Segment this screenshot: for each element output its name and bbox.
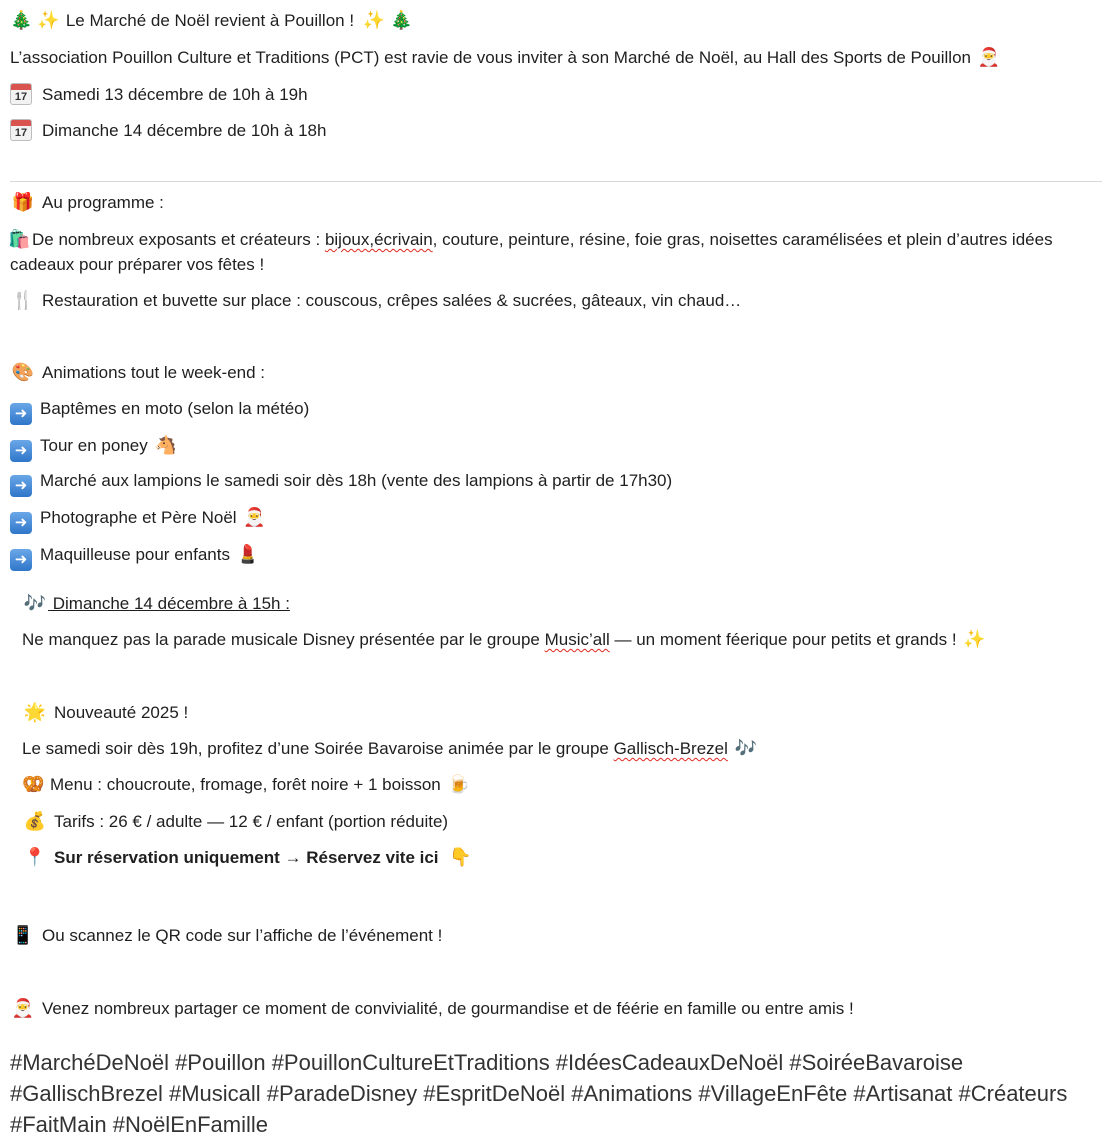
right-arrow-icon: ➜ xyxy=(10,475,32,497)
animations-heading-text: Animations tout le week-end : xyxy=(42,363,266,382)
date-saturday-text: Samedi 13 décembre de 10h à 19h xyxy=(42,85,308,104)
animation-item xyxy=(10,434,178,462)
shopping-bags-icon: 🛍️ xyxy=(8,229,31,249)
reservation-text: Sur réservation uniquement → Réservez vite ici xyxy=(54,848,439,867)
calendar-icon-day: 17 xyxy=(14,91,28,103)
section-divider xyxy=(10,181,1102,182)
sparkles-christmas-tree-icon: ✨ 🎄 xyxy=(362,10,413,30)
post-title-text: Le Marché de Noël revient à Pouillon ! xyxy=(65,11,355,30)
calendar-icon-day: 17 xyxy=(14,127,28,139)
exposants-text-after: , couture, peinture, résine, foie gras, noisettes caramélisées et plein d’autres idées cadeaux pour préparer vos fêtes ! xyxy=(10,230,1053,274)
reservation-line xyxy=(22,846,473,869)
parade-heading-text: Dimanche 14 décembre à 15h : xyxy=(48,594,290,613)
intro-line xyxy=(10,46,1001,69)
right-arrow-icon: ➜ xyxy=(10,440,32,462)
gift-icon: 🎁 xyxy=(11,192,35,212)
intro-text: L’association Pouillon Culture et Traditions (PCT) est ravie de vous inviter à son Marché de Noël, au Hall des Sports de Pouillon xyxy=(10,48,971,67)
post-title xyxy=(10,9,413,32)
calendar-icon xyxy=(10,119,32,141)
pretzel-icon: 🥨 xyxy=(22,774,45,794)
nouveaute-heading xyxy=(22,701,188,724)
date-sunday-text: Dimanche 14 décembre de 10h à 18h xyxy=(42,121,327,140)
hashtags[interactable]: #MarchéDeNoël #Pouillon #PouillonCultureEtTraditions #IdéesCadeauxDeNoël #SoiréeBavaroise #GallischBrezel #Musicall #ParadeDisney #EspritDeNoël #Animations #VillageEnFête #Artisanat #Créateurs #FaitMain #NoëlEnFamille xyxy=(10,1050,1068,1137)
parade-text-before: Ne manquez pas la parade musicale Disney présentée par le groupe xyxy=(22,630,545,649)
parade-text-after: — un moment féerique pour petits et grands ! xyxy=(609,630,957,649)
closing-line xyxy=(10,997,854,1020)
right-arrow-icon: ➜ xyxy=(10,549,32,571)
animation-item-text: Baptêmes en moto (selon la météo) xyxy=(40,399,310,418)
menu-line xyxy=(22,773,471,796)
animation-item xyxy=(10,470,672,497)
exposants-paragraph xyxy=(10,227,1105,277)
menu-text: Menu : choucroute, fromage, forêt noire + 1 boisson xyxy=(50,775,441,794)
santa-icon: 🎅 xyxy=(11,998,35,1018)
parade-heading xyxy=(22,592,290,615)
tarifs-text: Tarifs : 26 € / adulte — 12 € / enfant (portion réduite) xyxy=(54,812,449,831)
animation-item xyxy=(10,506,267,534)
mobile-phone-icon: 📱 xyxy=(11,925,35,945)
exposants-text-before: De nombreux exposants et créateurs : xyxy=(32,230,325,249)
lipstick-icon: 💄 xyxy=(236,544,260,564)
nouveaute-text-before: Le samedi soir dès 19h, profitez d’une Soirée Bavaroise animée par le groupe xyxy=(22,739,614,758)
date-sunday xyxy=(10,119,326,142)
glowing-star-icon: 🌟 xyxy=(23,702,47,722)
musical-notes-icon: 🎶 xyxy=(23,593,47,613)
right-arrow-icon: ➜ xyxy=(10,403,32,425)
programme-heading-text: Au programme : xyxy=(42,193,164,212)
santa-icon: 🎅 xyxy=(243,507,266,527)
pointing-down-icon: 👇 xyxy=(449,847,472,867)
beer-mug-icon: 🍺 xyxy=(447,774,470,794)
programme-heading xyxy=(10,191,164,214)
animation-item-text: Marché aux lampions le samedi soir dès 18h (vente des lampions à partir de 17h30) xyxy=(40,471,673,490)
calendar-icon xyxy=(10,83,32,105)
date-saturday xyxy=(10,83,308,106)
animation-item-text: Maquilleuse pour enfants xyxy=(40,545,230,564)
qr-text: Ou scannez le QR code sur l’affiche de l’événement ! xyxy=(42,926,443,945)
musical-notes-icon: 🎶 xyxy=(734,738,758,758)
animation-item xyxy=(10,398,309,425)
tarifs-line xyxy=(22,810,448,833)
animation-item xyxy=(10,543,260,571)
parade-line xyxy=(22,628,987,651)
closing-text: Venez nombreux partager ce moment de convivialité, de gourmandise et de féérie en famille ou entre amis ! xyxy=(42,999,854,1018)
horse-icon: 🐴 xyxy=(154,435,177,455)
nouveaute-line xyxy=(22,737,758,760)
animations-heading xyxy=(10,361,265,384)
qr-line xyxy=(10,924,442,947)
misspelled-word-bijoux-ecrivain[interactable]: bijoux,écrivain xyxy=(324,230,433,249)
christmas-tree-sparkles-icon: 🎄 ✨ xyxy=(10,10,60,30)
restauration-line xyxy=(10,289,741,312)
misspelled-word-musicall[interactable]: Music’all xyxy=(544,630,610,649)
misspelled-word-gallisch-brezel[interactable]: Gallisch-Brezel xyxy=(613,739,728,758)
palette-icon: 🎨 xyxy=(11,362,35,382)
sparkles-icon: ✨ xyxy=(963,629,986,649)
animation-item-text: Photographe et Père Noël xyxy=(40,508,237,527)
money-bag-icon: 💰 xyxy=(23,811,47,831)
fork-knife-icon: 🍴 xyxy=(11,290,35,310)
restauration-text: Restauration et buvette sur place : couscous, crêpes salées & sucrées, gâteaux, vin chaud… xyxy=(42,291,742,310)
round-pushpin-icon: 📍 xyxy=(23,847,47,867)
nouveaute-heading-text: Nouveauté 2025 ! xyxy=(54,703,189,722)
animation-item-text: Tour en poney xyxy=(40,436,148,455)
santa-icon: 🎅 xyxy=(977,47,1001,67)
right-arrow-icon: ➜ xyxy=(10,512,32,534)
